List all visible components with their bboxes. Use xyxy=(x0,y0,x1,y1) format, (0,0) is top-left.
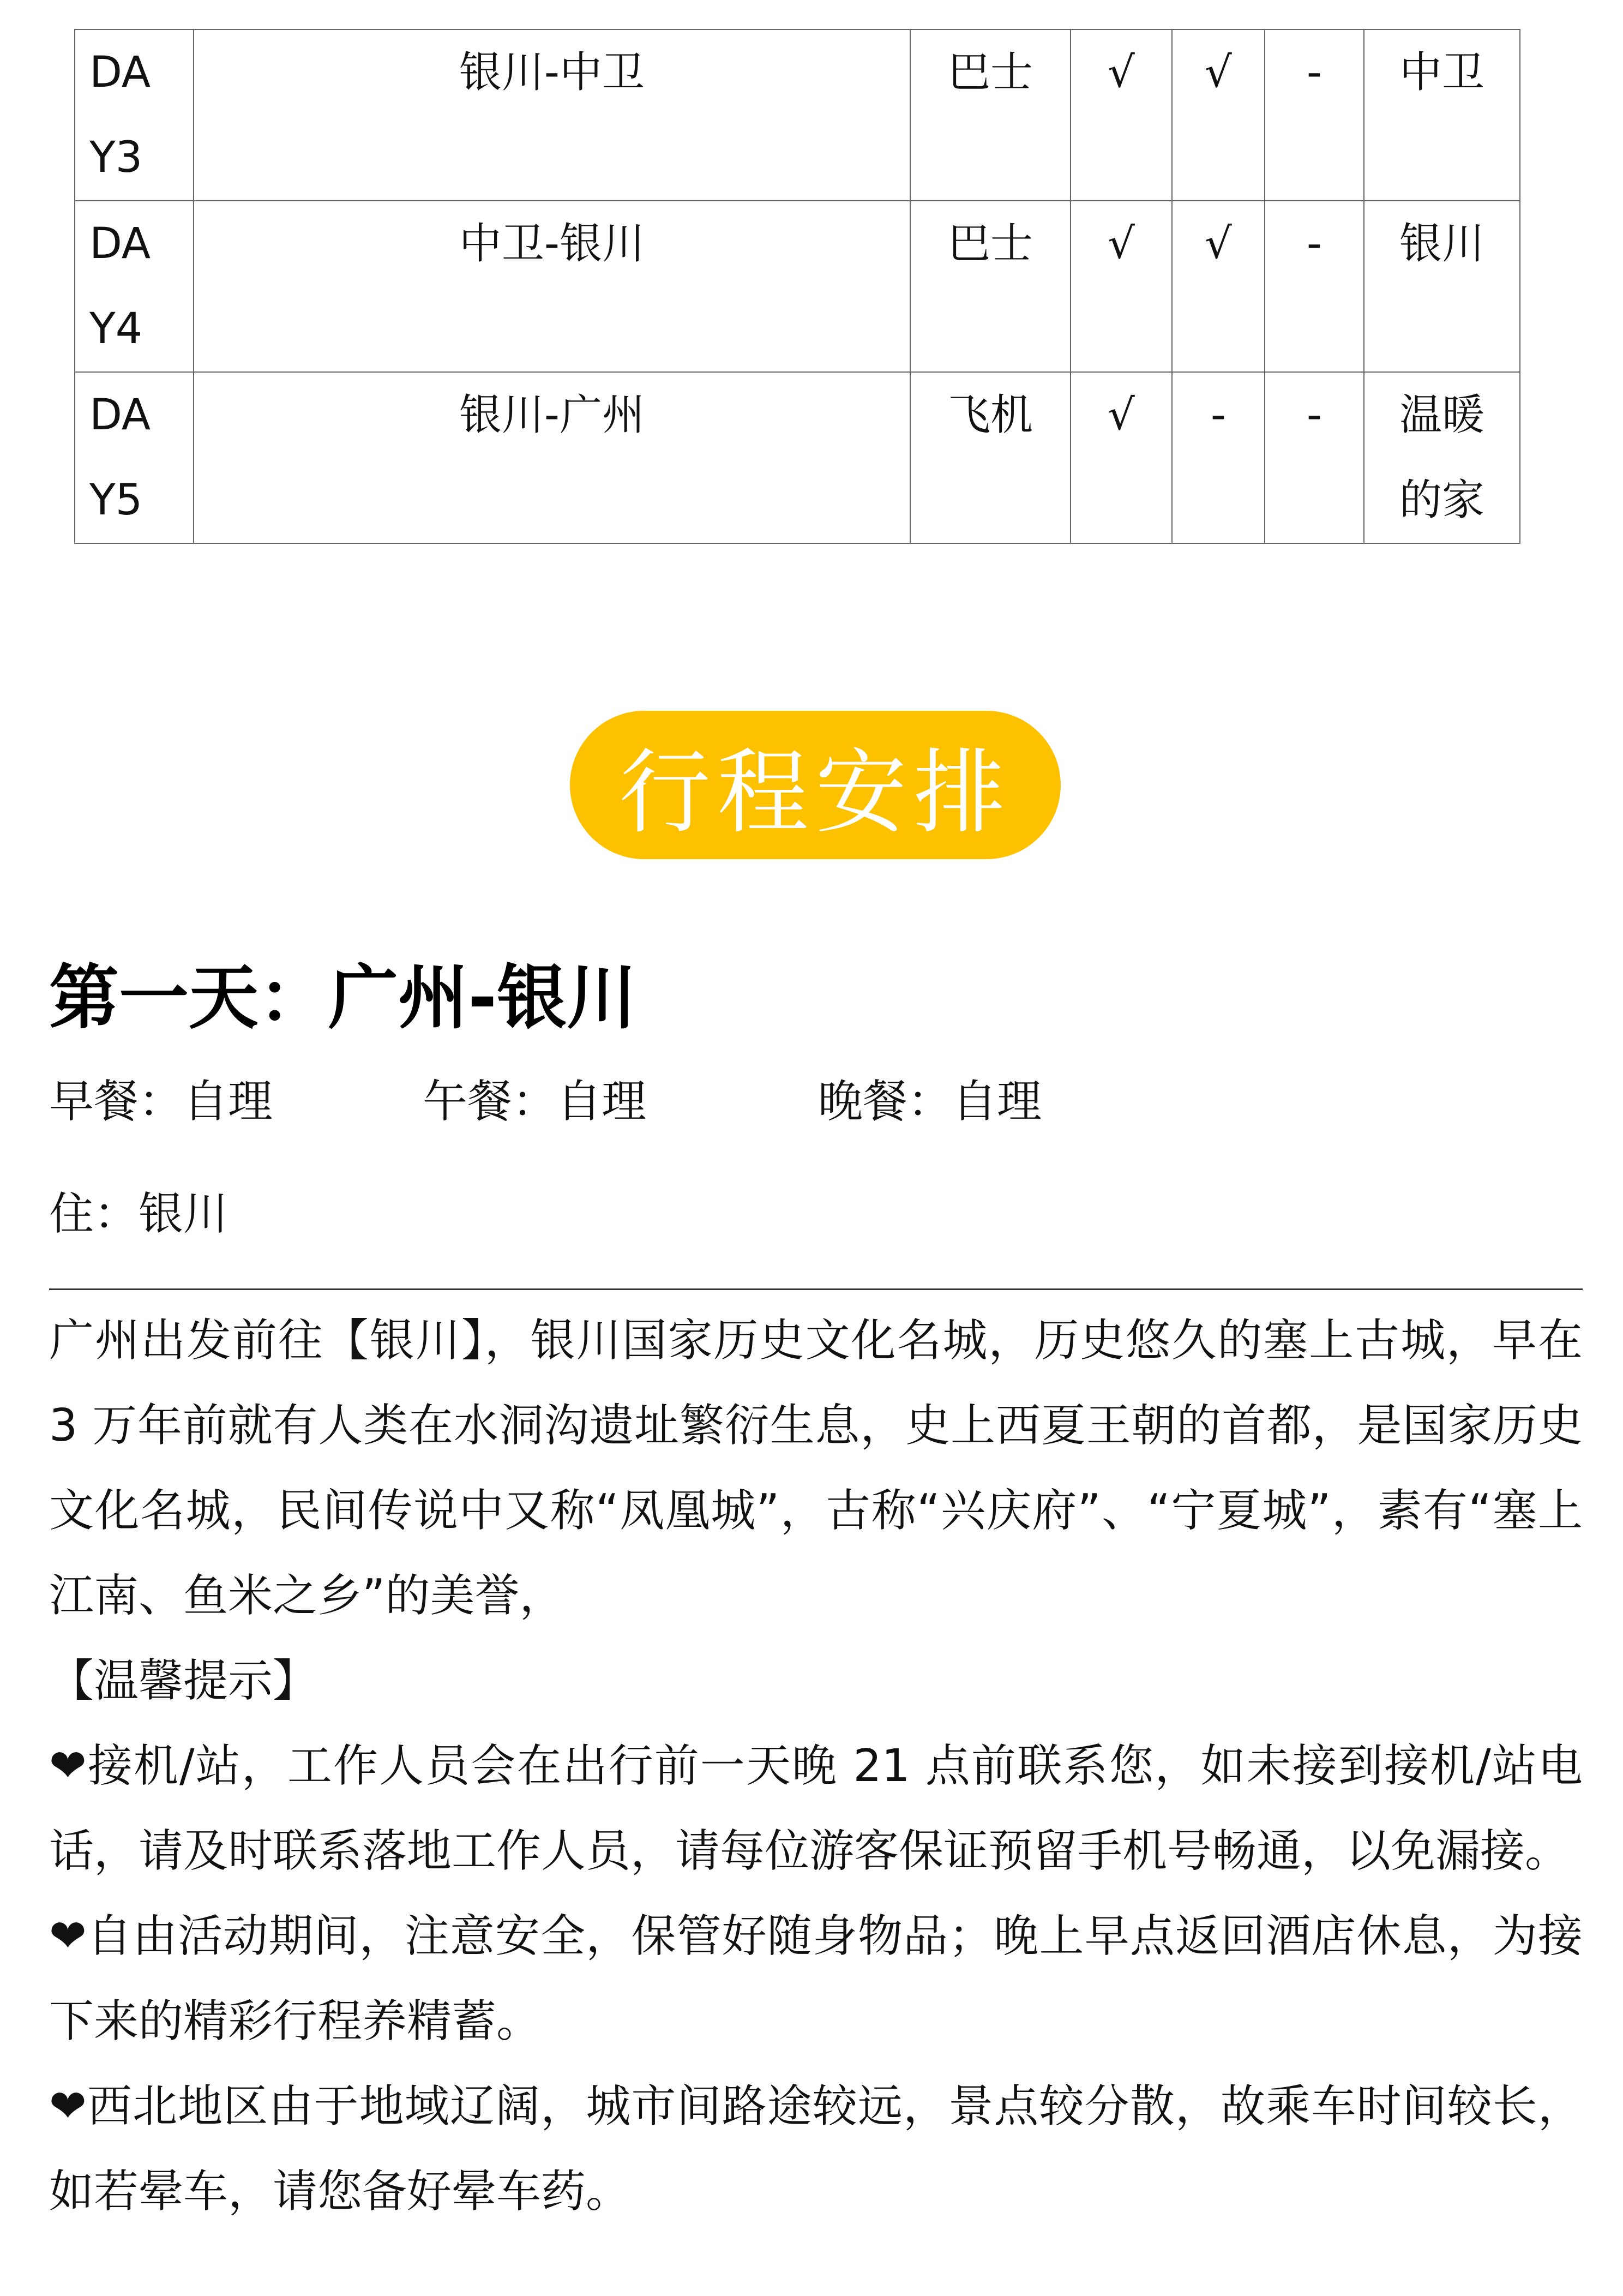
cell-stay xyxy=(1364,372,1520,543)
cell-line: DA xyxy=(89,219,151,268)
cell-line: DA xyxy=(89,48,151,97)
cell-text: √ xyxy=(1205,48,1232,97)
table-row xyxy=(75,372,1520,543)
tip-text: 西北地区由于地域辽阔，城市间路途较远，景点较分散，故乘车时间较长，如若晕车，请您备好晕车药。 xyxy=(49,2081,1583,2217)
cell-breakfast xyxy=(1071,372,1172,543)
cell-line: 中卫 xyxy=(1399,48,1484,97)
cell-transport xyxy=(910,29,1071,201)
tip-item xyxy=(49,1724,1583,1894)
cell-text: 巴士 xyxy=(947,219,1033,268)
cell-route xyxy=(194,201,910,372)
cell-line: Y4 xyxy=(89,304,143,353)
lodging-info: 住：银川 xyxy=(49,1188,229,1240)
tip-item xyxy=(49,2064,1583,2234)
cell-text: 中卫-银川 xyxy=(459,219,645,268)
table-row xyxy=(75,29,1520,201)
day-description xyxy=(49,1298,1583,2234)
cell-line: Y5 xyxy=(89,476,143,525)
cell-route xyxy=(194,372,910,543)
cell-dinner xyxy=(1265,29,1364,201)
cell-text: √ xyxy=(1108,219,1135,268)
heart-icon: ❤ xyxy=(49,1740,88,1792)
cell-lunch xyxy=(1172,201,1265,372)
tip-text: 自由活动期间，注意安全，保管好随身物品；晚上早点返回酒店休息，为接下来的精彩行程养精蓄。 xyxy=(49,1910,1583,2047)
cell-text: 银川-中卫 xyxy=(459,48,645,97)
cell-text: 巴士 xyxy=(947,48,1033,97)
dinner-info: 晚餐：自理 xyxy=(818,1076,1042,1128)
cell-dinner xyxy=(1265,201,1364,372)
cell-text: √ xyxy=(1205,219,1232,268)
cell-text: 银川-广州 xyxy=(459,391,645,440)
cell-stay xyxy=(1364,201,1520,372)
cell-route xyxy=(194,29,910,201)
table-body xyxy=(75,29,1520,543)
cell-text: - xyxy=(1306,391,1323,440)
cell-text: - xyxy=(1210,391,1227,440)
cell-day xyxy=(75,29,194,201)
cell-line: DA xyxy=(89,391,151,440)
lunch-info: 午餐：自理 xyxy=(423,1076,647,1128)
cell-breakfast xyxy=(1071,29,1172,201)
divider xyxy=(49,1288,1583,1290)
heart-icon: ❤ xyxy=(49,2081,87,2132)
tip-text: 接机/站，工作人员会在出行前一天晚 21 点前联系您，如未接到接机/站电话，请及时联系落地工作人员，请每位游客保证预留手机号畅通，以免漏接。 xyxy=(49,1740,1583,1877)
itinerary-table xyxy=(74,29,1520,544)
cell-text: - xyxy=(1306,219,1323,268)
table-row xyxy=(75,201,1520,372)
intro-paragraph: 广州出发前往【银川】，银川国家历史文化名城，历史悠久的塞上古城，早在 3 万年前就有人类在水洞沟遗址繁衍生息，史上西夏王朝的首都，是国家历史文化名城，民间传说中又称“凤凰城”，古称“兴庆府”、“宁夏城”，素有“塞上江南、鱼米之乡”的美誉， xyxy=(49,1315,1583,1622)
cell-day xyxy=(75,372,194,543)
meals-row xyxy=(49,1069,1522,1135)
cell-dinner xyxy=(1265,372,1364,543)
heart-icon: ❤ xyxy=(49,1910,87,1962)
cell-lunch xyxy=(1172,372,1265,543)
cell-text: √ xyxy=(1108,391,1135,440)
cell-line: Y3 xyxy=(89,133,143,182)
cell-text: √ xyxy=(1108,48,1135,97)
section-title: 行程安排 xyxy=(619,739,1012,846)
cell-line: 的家 xyxy=(1399,476,1484,525)
cell-day xyxy=(75,201,194,372)
cell-line: 银川 xyxy=(1399,219,1484,268)
cell-stay xyxy=(1364,29,1520,201)
tips-heading: 【温馨提示】 xyxy=(49,1655,318,1707)
cell-transport xyxy=(910,201,1071,372)
cell-transport xyxy=(910,372,1071,543)
cell-text: - xyxy=(1306,48,1323,97)
breakfast-info: 早餐：自理 xyxy=(49,1076,273,1128)
tip-item xyxy=(49,1894,1583,2064)
cell-breakfast xyxy=(1071,201,1172,372)
day-title: 第一天：广州-银川 xyxy=(49,957,637,1039)
cell-line: 温暖 xyxy=(1399,391,1484,440)
section-title-pill xyxy=(570,711,1061,859)
cell-text: 飞机 xyxy=(947,391,1033,440)
cell-lunch xyxy=(1172,29,1265,201)
